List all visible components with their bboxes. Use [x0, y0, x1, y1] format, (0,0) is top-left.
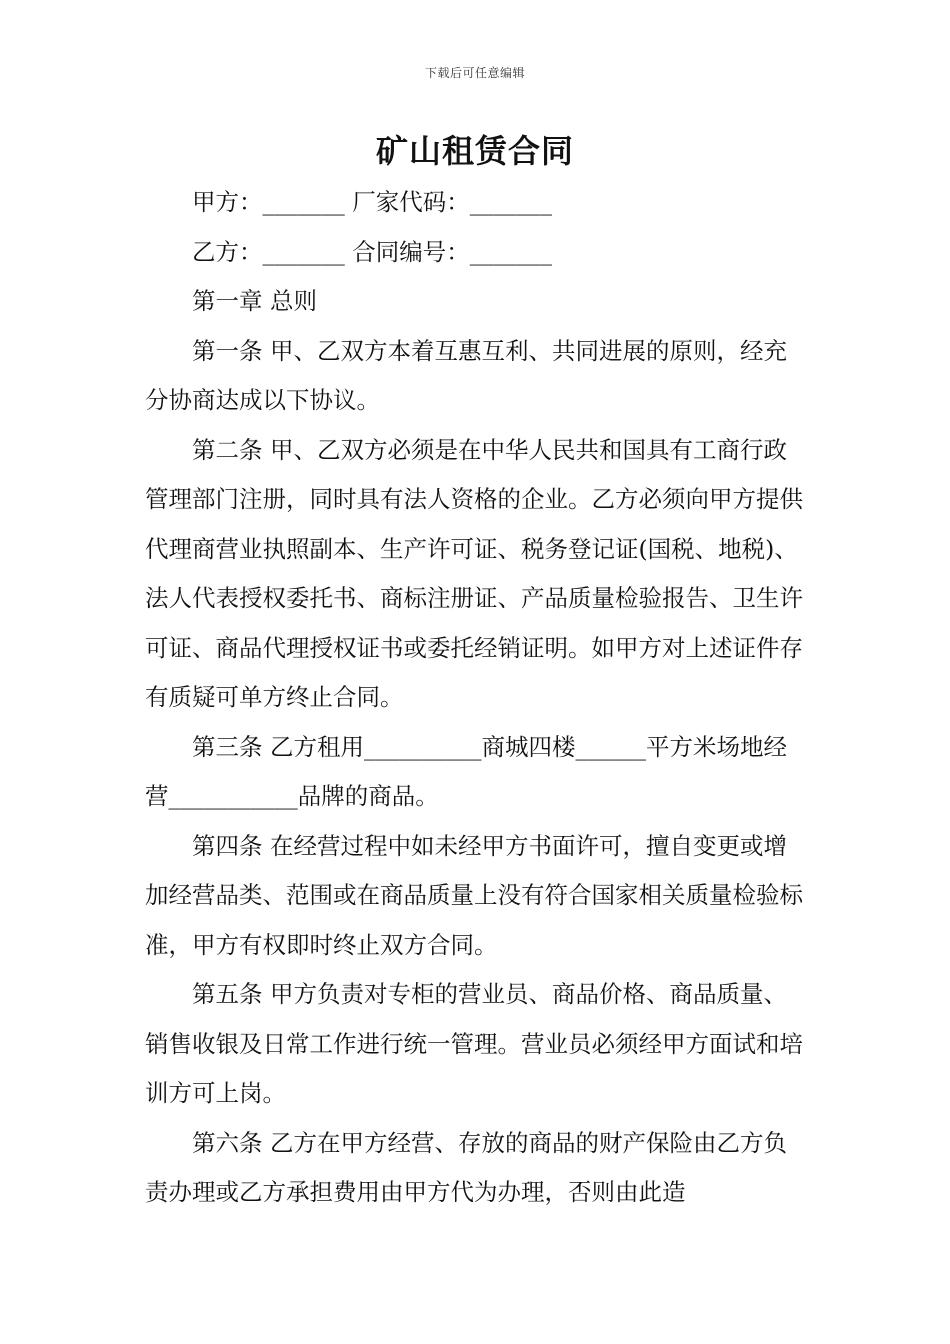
article-5: 第五条 甲方负责对专柜的营业员、商品价格、商品质量、销售收银及日常工作进行统一管理。营业员必须经甲方面试和培训方可上岗。 — [145, 980, 803, 1107]
chapter-heading: 第一章 总则 — [192, 287, 317, 315]
document-title: 矿山租赁合同 — [375, 132, 574, 170]
party-b-line: 乙方：_______ 合同编号：_______ — [192, 237, 552, 266]
header-note: 下载后可任意编辑 — [424, 66, 525, 80]
article-2: 第二条 甲、乙双方必须是在中华人民共和国具有工商行政管理部门注册，同时具有法人资格的企业。乙方必须向甲方提供代理商营业执照副本、生产许可证、税务登记证(国税、地税)、法人代表授权委托书、商标注册证、产品质量检验报告、卫生许可证、商品代理授权证书或委托经销证明。如甲方对上述证件存有质疑可单方终止合同。 — [145, 435, 803, 711]
document-body — [145, 178, 810, 1218]
article-6: 第六条 乙方在甲方经营、存放的商品的财产保险由乙方负责办理或乙方承担费用由甲方代为办理，否则由此造 — [145, 1128, 787, 1206]
article-1: 第一条 甲、乙双方本着互惠互利、共同进展的原则，经充分协商达成以下协议。 — [145, 336, 787, 414]
party-a-line: 甲方：_______ 厂家代码：_______ — [192, 188, 552, 216]
article-4: 第四条 在经营过程中如未经甲方书面许可，擅自变更或增加经营品类、范围或在商品质量上没有符合国家相关质量检验标准，甲方有权即时终止双方合同。 — [145, 831, 803, 959]
article-3: 第三条 乙方租用__________商城四楼______平方米场地经营___________品牌的商品。 — [145, 732, 787, 810]
